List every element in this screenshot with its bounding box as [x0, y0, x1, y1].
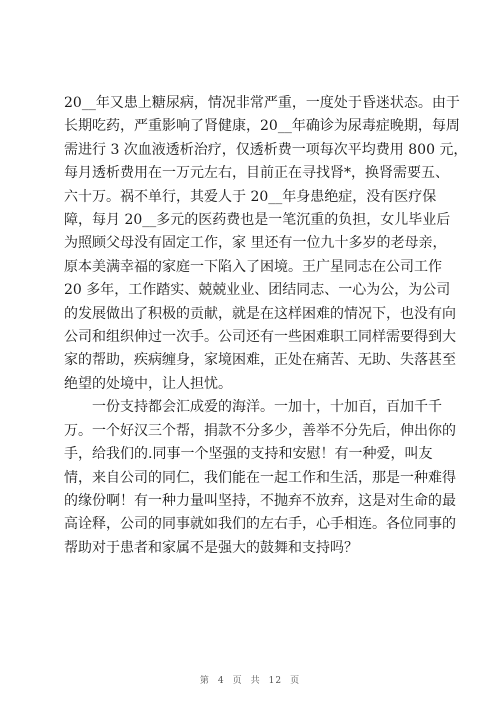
text-line: 手，给我们的.同事一个坚强的支持和安慰！有一种爱，叫友 — [64, 446, 433, 463]
text-line: 20 多年，工作踏实、兢兢业业、团结同志、一心为公，为公司 — [64, 282, 451, 299]
total-pages: 12 — [268, 676, 283, 686]
text-line: 六十万。祸不单行，其爱人于 20__年身患绝症，没有医疗保 — [64, 188, 437, 205]
text-line: 万。一个好汉三个帮，捐款不分多少，善举不分先后，伸出你的 — [64, 422, 456, 439]
text-line: 障，每月 20__多元的医药费也是一笔沉重的负担，女儿毕业后 — [64, 212, 451, 229]
page-suffix: 页 — [232, 676, 243, 686]
text-line: 公司和组织伸过一次手。公司还有一些困难职工同样需要得到大 — [64, 329, 456, 346]
text-line: 原本美满幸福的家庭一下陷入了困境。王广星同志在公司工作 — [64, 258, 442, 275]
total-label: 共 — [250, 676, 261, 686]
paragraph-2 — [64, 396, 456, 560]
text-line: 高诠释，公司的同事就如我们的左右手，心手相连。各位同事的 — [64, 516, 456, 533]
text-line: 需进行 3 次血液透析治疗，仅透析费一项每次平均费用 800 元， — [64, 141, 468, 158]
text-line: 20__年又患上糖尿病，情况非常严重，一度处于昏迷状态。由于 — [64, 95, 460, 111]
text-line: 每月透析费用在一万元左右，目前正在寻找肾*，换肾需要五、 — [64, 165, 449, 182]
text-line: 为照顾父母没有固定工作，家 里还有一位九十多岁的老母亲， — [64, 235, 447, 252]
text-line: 长期吃药，严重影响了肾健康，20__年确诊为尿毒症晚期，每周 — [64, 118, 460, 135]
page-label: 第 — [199, 676, 210, 686]
document-body — [64, 92, 468, 560]
text-line: 帮助对于患者和家属不是强大的鼓舞和支持吗？ — [64, 539, 358, 556]
text-line: 的发展做出了积极的贡献，就是在这样困难的情况下，也没有向 — [64, 305, 456, 322]
total-suffix: 页 — [290, 676, 301, 686]
text-line: 一份支持都会汇成爱的海洋。一加十，十加百，百加千千 — [92, 399, 442, 416]
text-line: 绝望的处境中，让人担忧。 — [64, 375, 232, 392]
page-number: 4 — [217, 676, 225, 686]
paragraph-1 — [64, 92, 468, 396]
text-line: 的缘份啊！有一种力量叫坚持，不抛弃不放弃，这是对生命的最 — [64, 492, 456, 509]
text-line: 家的帮助，疾病缠身，家境困难，正处在痛苦、无助、失落甚至 — [64, 352, 456, 369]
page-footer — [0, 673, 500, 686]
text-line: 情，来自公司的同仁，我们能在一起工作和生活，那是一种难得 — [64, 469, 456, 486]
